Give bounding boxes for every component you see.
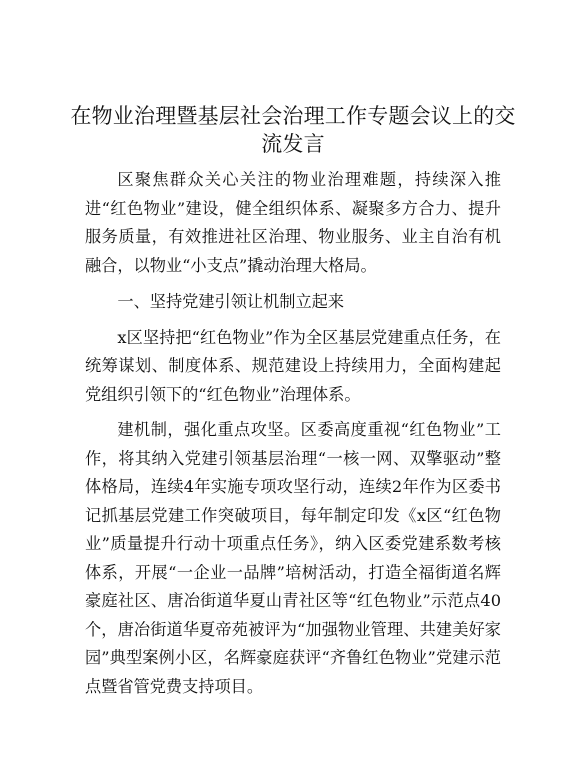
document-title: 在物业治理暨基层社会治理工作专题会议上的交流发言 bbox=[70, 104, 516, 156]
body-paragraph-1: x区坚持把“红色物业”作为全区基层党建重点任务，在统筹谋划、制度体系、规范建设上持续用力，全面构建起党组织引领下的“红色物业”治理体系。 bbox=[85, 327, 501, 404]
body-paragraph-2: 建机制，强化重点攻坚。区委高度重视“红色物业”工作，将其纳入党建引领基层治理“一核一网、双擎驱动”整体格局，连续4年实施专项攻坚行动，连续2年作为区委书记抓基层党建工作突破项目，每年制定印发《x区“红色物业”质量提升行动十项重点任务》，纳入区委党建系数考核体系，开展“一企业一品牌”培树活动，打造全福街道名辉豪庭社区、唐冶街道华夏山青社区等“红色物业”示范点40个，唐冶街道华夏帝苑被评为“加强物业管理、共建美好家园”典型案例小区，名辉豪庭获评“齐鲁红色物业”党建示范点暨省管党费支持项目。 bbox=[85, 420, 501, 696]
document-body bbox=[85, 166, 501, 701]
intro-paragraph: 区聚焦群众关心关注的物业治理难题，持续深入推进“红色物业”建设，健全组织体系、凝聚多方合力、提升服务质量，有效推进社区治理、物业服务、业主自治有机融合，以物业“小支点”撬动治理大格局。 bbox=[85, 170, 501, 275]
section-heading: 一、坚持党建引领让机制立起来 bbox=[117, 292, 345, 311]
